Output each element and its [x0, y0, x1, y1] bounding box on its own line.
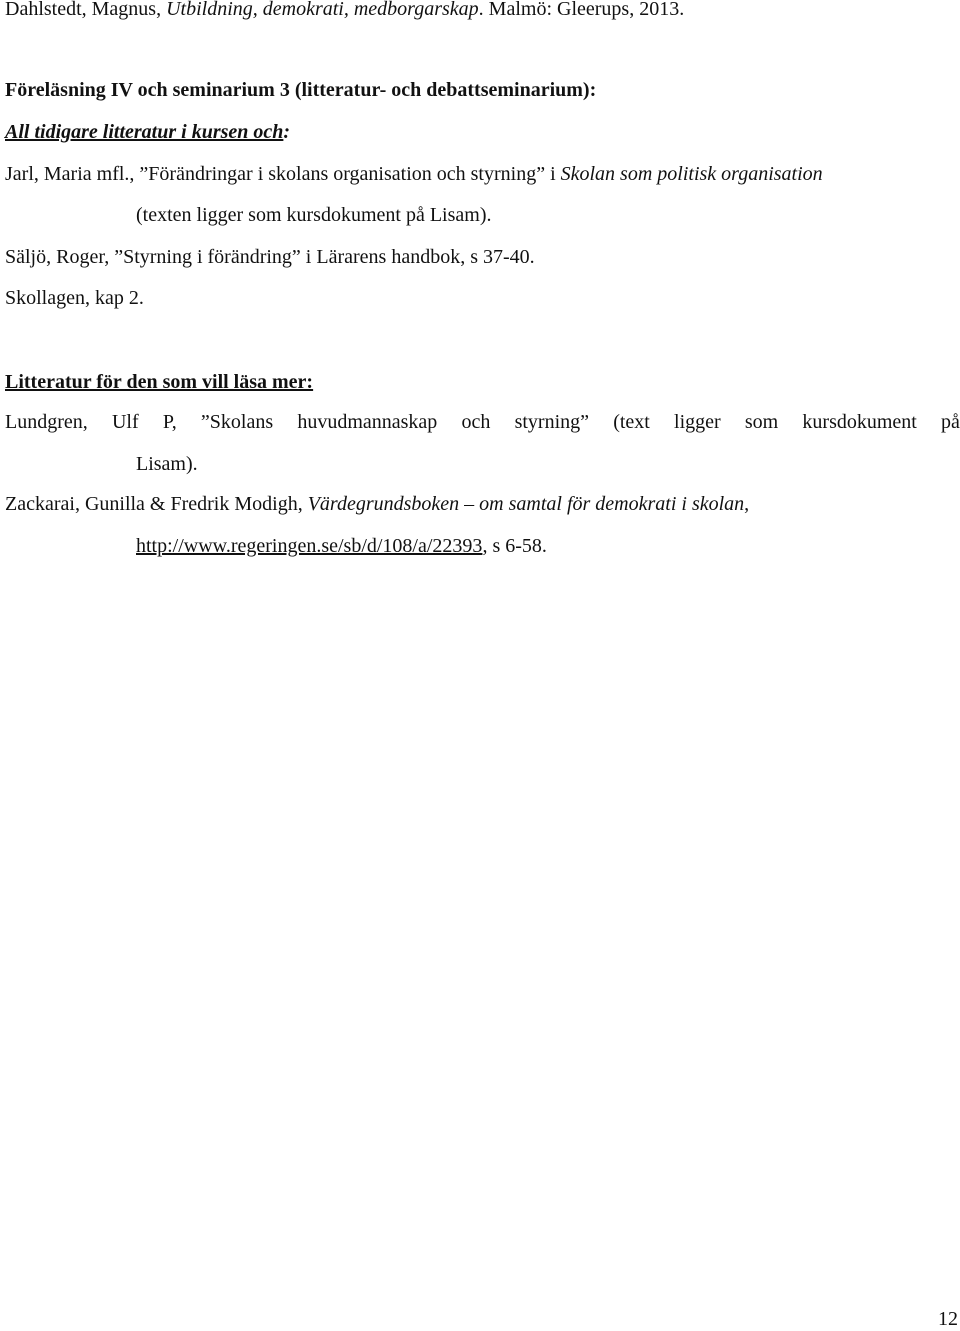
- reference-zackarai: [5, 492, 749, 516]
- reference-lundgren-word: P,: [162, 411, 177, 433]
- reference-zackarai-continuation: [136, 534, 547, 558]
- reference-saljo: Säljö, Roger, ”Styrning i förändring” i Lärarens handbok, s 37-40.: [5, 246, 535, 268]
- reference-lundgren-word: ligger: [674, 411, 721, 433]
- reference-author: Dahlstedt, Magnus,: [5, 0, 167, 20]
- reference-dahlstedt: [5, 0, 684, 21]
- reference-publisher: . Malmö: Gleerups, 2013.: [478, 0, 685, 20]
- reference-jarl: [5, 162, 823, 186]
- further-reading-heading: Litteratur för den som vill läsa mer:: [5, 371, 314, 393]
- reference-lundgren-word: Lundgren,: [5, 411, 88, 433]
- reference-zackarai-comma: ,: [744, 493, 750, 515]
- lecture-heading: Föreläsning IV och seminarium 3 (litteratur- och debattseminarium):: [5, 79, 597, 101]
- reference-lundgren-word: styrning”: [514, 411, 589, 433]
- reference-jarl-text: Jarl, Maria mfl., ”Förändringar i skolans organisation och styrning” i: [5, 163, 561, 185]
- lecture-subheading-colon: :: [283, 121, 291, 143]
- reference-lundgren-word: och: [461, 411, 491, 433]
- reference-jarl-book: Skolan som politisk organisation: [560, 163, 823, 185]
- reference-zackarai-book: Värdegrundsboken – om samtal för demokrati i skolan: [307, 493, 745, 515]
- reference-lundgren-word: på: [941, 411, 960, 433]
- reference-lundgren: [5, 410, 960, 434]
- reference-lundgren-word: (text: [613, 411, 650, 433]
- reference-lundgren-word: Ulf: [111, 411, 139, 433]
- page-number: 12: [938, 1308, 958, 1330]
- reference-lundgren-word: kursdokument: [802, 411, 917, 433]
- reference-jarl-continuation: (texten ligger som kursdokument på Lisam).: [136, 204, 492, 226]
- lecture-subheading-text: All tidigare litteratur i kursen och: [5, 121, 284, 143]
- reference-zackarai-authors: Zackarai, Gunilla & Fredrik Modigh,: [5, 493, 308, 515]
- reference-lundgren-word: huvudmannaskap: [297, 411, 438, 433]
- reference-zackarai-pages: , s 6-58.: [482, 535, 547, 557]
- regeringen-link[interactable]: http://www.regeringen.se/sb/d/108/a/22393: [136, 535, 483, 557]
- reference-lundgren-word: ”Skolans: [200, 411, 274, 433]
- reference-title: Utbildning, demokrati, medborgarskap: [166, 0, 479, 20]
- reference-lundgren-word: som: [744, 411, 779, 433]
- reference-lundgren-continuation: Lisam).: [136, 453, 198, 475]
- reference-skollagen: Skollagen, kap 2.: [5, 287, 144, 309]
- lecture-subheading: [5, 120, 290, 144]
